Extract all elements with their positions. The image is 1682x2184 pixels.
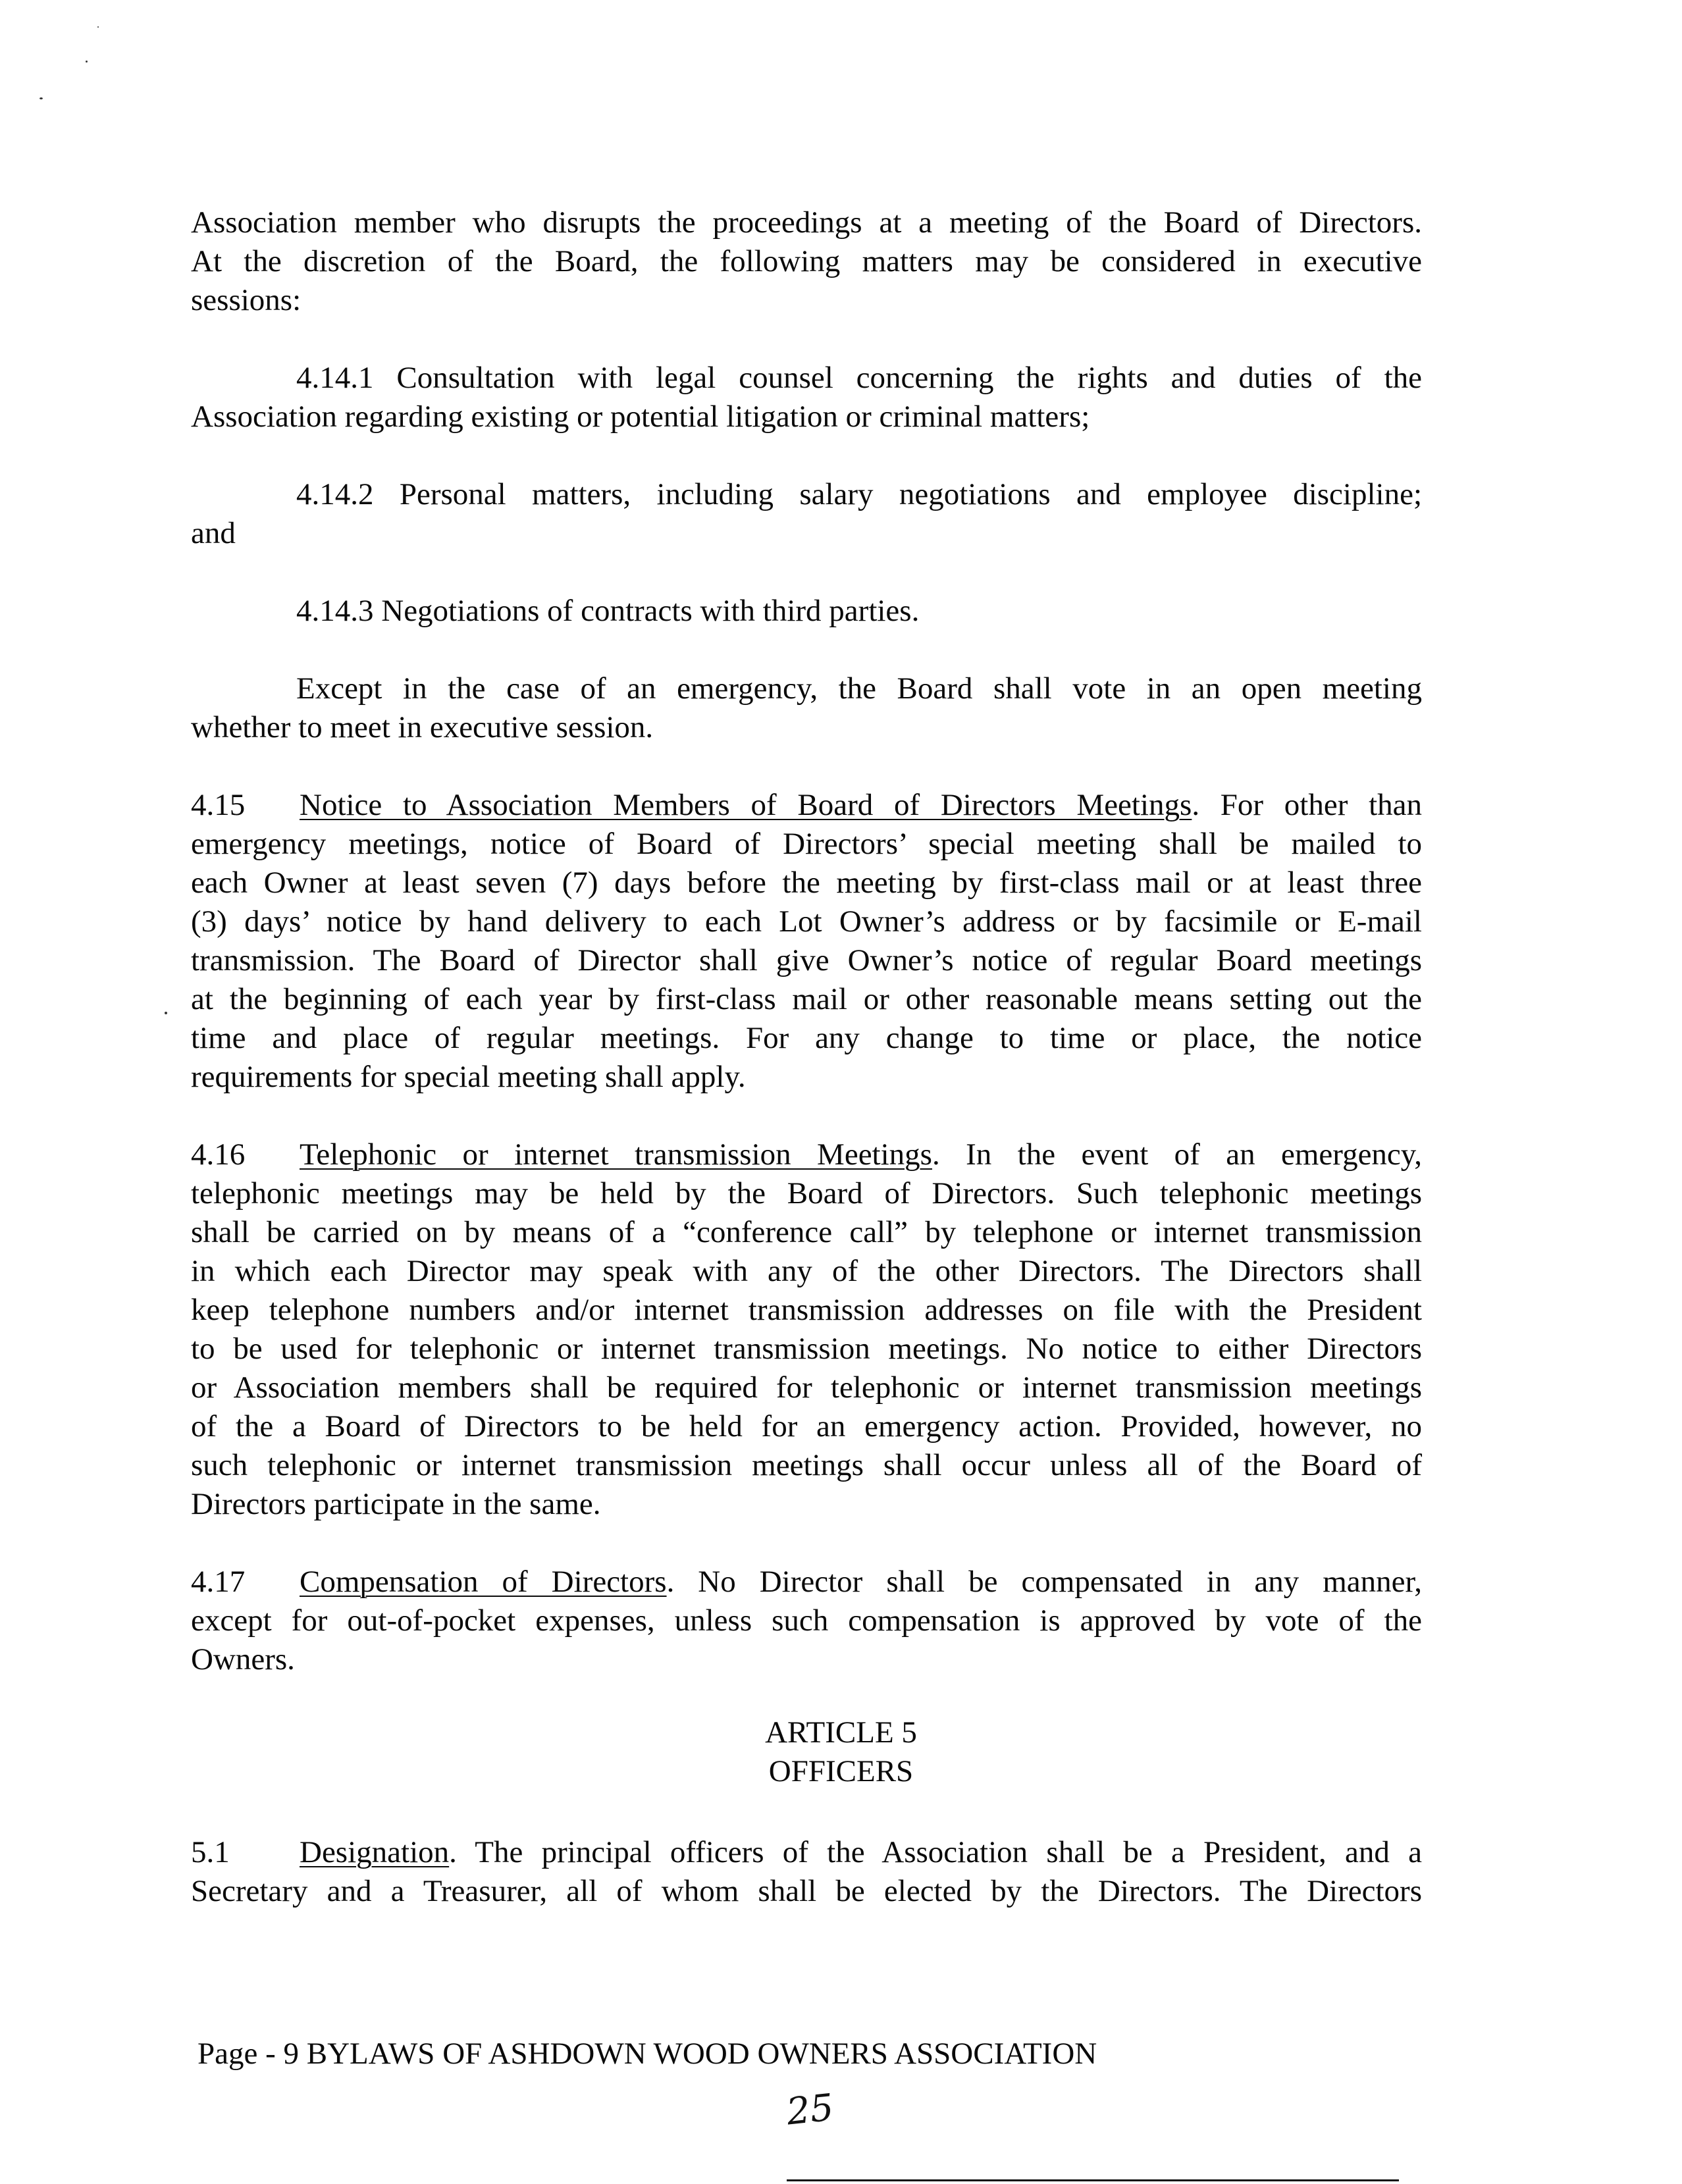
section-first-line-rest: . No Director shall be compensated in any manner, (666, 1565, 1422, 1599)
continuation-line: At the discretion of the Board, the following matters may be considered in executive (191, 244, 1422, 278)
item-4-14-1 (296, 359, 1422, 398)
continuation-line: sessions: (191, 283, 302, 317)
item-4-14-2 (296, 475, 1422, 514)
section-4-15-heading (191, 786, 1422, 825)
section-title: Telephonic or internet transmission Meetings (300, 1137, 932, 1172)
item-number: 4.14.2 (296, 477, 374, 511)
section-4-15-line: at the beginning of each year by first-class mail or other reasonable means setting out the (191, 982, 1422, 1016)
item-text: Personal matters, including salary negotiations and employee discipline; (399, 477, 1423, 511)
section-4-16-line: Directors participate in the same. (191, 1487, 601, 1521)
section-4-15-line: emergency meetings, notice of Board of Directors’ special meeting shall be mailed to (191, 827, 1422, 861)
section-number: 4.16 (191, 1137, 246, 1172)
section-4-17-line: except for out-of-pocket expenses, unless such compensation is approved by vote of the (191, 1603, 1422, 1638)
section-4-16-line: keep telephone numbers and/or internet transmission addresses on file with the President (191, 1293, 1422, 1327)
section-4-17-line: Owners. (191, 1642, 295, 1677)
item-4-14-3 (296, 592, 1422, 631)
section-title: Designation (300, 1835, 450, 1869)
section-4-16-line: such telephonic or internet transmission meetings shall occur unless all of the Board of (191, 1448, 1422, 1482)
section-5-1-line: Secretary and a Treasurer, all of whom shall be elected by the Directors. The Directors (191, 1874, 1422, 1908)
page-footer: Page - 9 BYLAWS OF ASHDOWN WOOD OWNERS ASSOCIATION (197, 2037, 1097, 2071)
executive-vote-line: Except in the case of an emergency, the Board shall vote in an open meeting (296, 671, 1422, 706)
item-text: Consultation with legal counsel concerning the rights and duties of the (396, 361, 1423, 395)
section-first-line-rest: . The principal officers of the Association shall be a President, and a (449, 1835, 1422, 1869)
executive-vote-line: whether to meet in executive session. (191, 710, 654, 744)
continuation-line: Association member who disrupts the proceedings at a meeting of the Board of Directors. (191, 205, 1422, 240)
section-4-15-line: (3) days’ notice by hand delivery to each Lot Owner’s address or by facsimile or E-mail (191, 904, 1422, 939)
handwritten-page-number: 25 (784, 2086, 836, 2134)
section-4-15-line: requirements for special meeting shall apply. (191, 1060, 746, 1094)
scan-speck (97, 26, 99, 28)
article-subheading: OFFICERS (768, 1754, 914, 1788)
section-4-16-line: or Association members shall be required for telephonic or internet transmission meetings (191, 1370, 1422, 1405)
section-4-17-heading (191, 1563, 1422, 1601)
item-number: 4.14.1 (296, 361, 374, 395)
section-4-16-line: telephonic meetings may be held by the Board of Directors. Such telephonic meetings (191, 1176, 1422, 1210)
section-first-line-rest: . For other than (1192, 788, 1422, 822)
scan-speck (39, 97, 43, 99)
item-4-14-1-line2: Association regarding existing or potential litigation or criminal matters; (191, 400, 1090, 434)
section-4-16-line: in which each Director may speak with any of the other Directors. The Directors shall (191, 1254, 1422, 1288)
scan-speck (86, 61, 88, 63)
item-text: Negotiations of contracts with third parties. (381, 594, 920, 628)
section-4-16-heading (191, 1135, 1422, 1174)
section-4-16-line: shall be carried on by means of a “conference call” by telephone or internet transmission (191, 1215, 1422, 1249)
bottom-edge-line (787, 2179, 1399, 2181)
section-number: 4.17 (191, 1565, 246, 1599)
section-4-16-line: to be used for telephonic or internet transmission meetings. No notice to either Directors (191, 1332, 1422, 1366)
section-4-16-line: of the a Board of Directors to be held for an emergency action. Provided, however, no (191, 1409, 1422, 1443)
section-first-line-rest: . In the event of an emergency, (932, 1137, 1422, 1172)
scan-speck (165, 1012, 167, 1014)
section-4-15-line: each Owner at least seven (7) days before the meeting by first-class mail or at least three (191, 866, 1422, 900)
item-4-14-2-line2: and (191, 516, 236, 550)
section-title: Notice to Association Members of Board of Directors Meetings (300, 788, 1192, 822)
section-title: Compensation of Directors (300, 1565, 667, 1599)
article-heading: ARTICLE 5 (765, 1715, 917, 1750)
section-number: 5.1 (191, 1835, 230, 1869)
section-4-15-line: transmission. The Board of Director shall give Owner’s notice of regular Board meetings (191, 943, 1422, 977)
section-4-15-line: time and place of regular meetings. For any change to time or place, the notice (191, 1021, 1422, 1055)
item-number: 4.14.3 (296, 594, 374, 628)
section-number: 4.15 (191, 788, 246, 822)
section-5-1-heading (191, 1833, 1422, 1872)
